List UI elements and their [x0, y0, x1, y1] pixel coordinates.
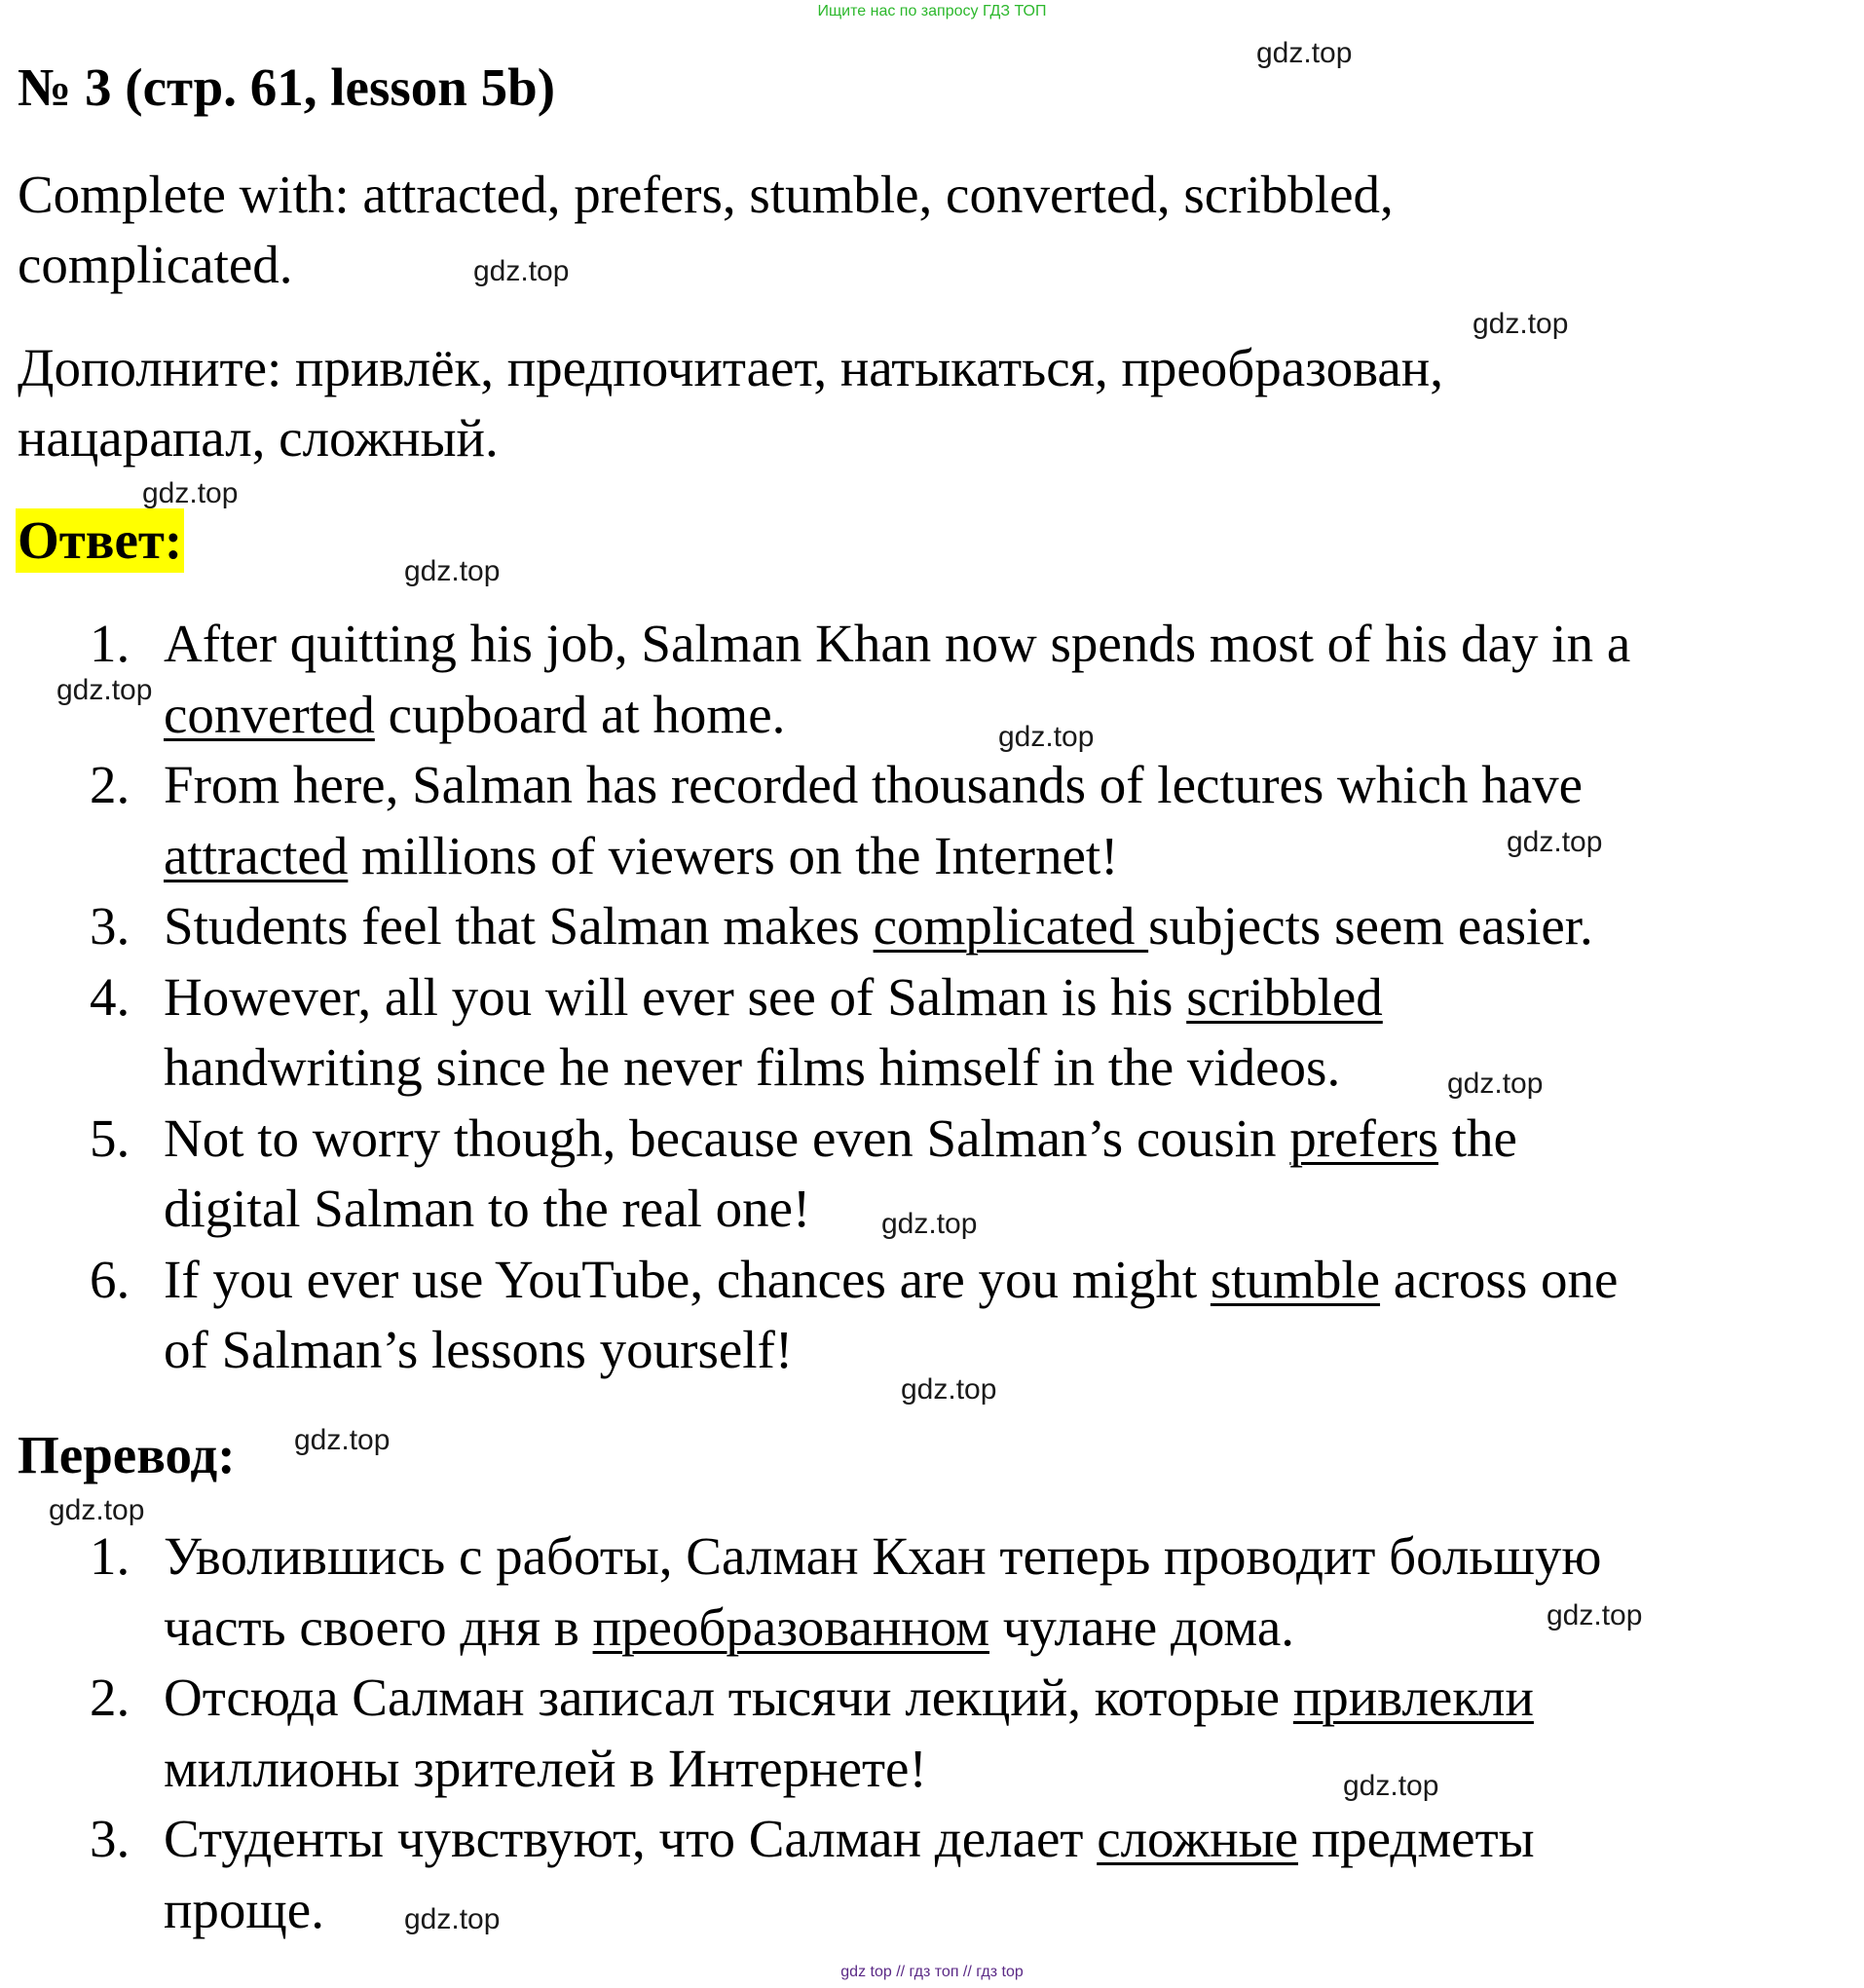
translation-text: часть своего дня в [164, 1596, 593, 1657]
answer-line: digital Salman to the real one! [164, 1179, 811, 1238]
answer-text: However, all you will ever see of Salman is his [164, 966, 1187, 1027]
watermark: gdz.top [49, 1494, 145, 1526]
watermark: gdz.top [1507, 826, 1603, 858]
answer-item [0, 962, 1630, 1104]
watermark: gdz.top [1256, 37, 1353, 69]
watermark: gdz.top [404, 1903, 501, 1935]
item-number: 1. [90, 1526, 130, 1586]
task-instructions-english [18, 160, 1394, 300]
answer-item [0, 609, 1630, 750]
answer-text: cupboard at home. [374, 684, 786, 744]
task-instructions-russian [18, 333, 1443, 473]
translation-line: миллионы зрителей в Интернете! [164, 1738, 927, 1798]
footer-links[interactable]: gdz top // гдз топ // гдз top [840, 1964, 1024, 1980]
translation-line [164, 1663, 1601, 1734]
answer-text: Not to worry though, because even Salman’s cousin [164, 1107, 1290, 1168]
translation-item [0, 1521, 1601, 1663]
item-number: 3. [90, 1809, 130, 1868]
item-number: 2. [90, 1668, 130, 1727]
watermark: gdz.top [56, 674, 153, 706]
watermark: gdz.top [881, 1208, 978, 1240]
watermark: gdz.top [1343, 1770, 1439, 1802]
watermark: gdz.top [901, 1373, 997, 1406]
answer-text: millions of viewers on the Internet! [348, 825, 1119, 885]
item-number: 2. [90, 755, 130, 814]
answer-line [164, 1245, 1630, 1316]
answer-word: attracted [164, 825, 349, 885]
watermark: gdz.top [294, 1424, 391, 1456]
translation-line [164, 1804, 1601, 1875]
answer-item [0, 750, 1630, 891]
top-banner[interactable]: Ищите нас по запросу ГДЗ ТОП [817, 3, 1047, 19]
translation-line: Уволившись с работы, Салман Кхан теперь проводит большую [164, 1526, 1602, 1586]
answer-text: the [1437, 1107, 1517, 1168]
translation-item [0, 1804, 1601, 1945]
translation-heading: Перевод: [18, 1425, 236, 1484]
task-en-line-2: complicated. [18, 235, 293, 294]
answer-text: If you ever use YouTube, chances are you might [164, 1249, 1211, 1309]
translation-text: предметы [1298, 1809, 1535, 1868]
item-number: 4. [90, 966, 130, 1027]
answer-item [0, 1245, 1630, 1386]
watermark: gdz.top [998, 721, 1095, 753]
translation-line: проще. [164, 1879, 324, 1939]
exercise-title: № 3 (стр. 61, lesson 5b) [18, 57, 556, 117]
answer-line [164, 821, 1630, 892]
answer-line: handwriting since he never films himself in the videos. [164, 1037, 1341, 1097]
answers-list [0, 609, 1630, 1386]
task-en-line-1: Complete with: attracted, prefers, stumble, converted, scribbled, [18, 165, 1394, 224]
answer-line [164, 962, 1630, 1033]
answer-text: subjects seem easier. [1148, 896, 1593, 956]
watermark: gdz.top [473, 255, 570, 287]
translation-word: привлекли [1292, 1668, 1534, 1727]
translation-text: Отсюда Салман записал тысячи лекций, которые [164, 1668, 1293, 1727]
answer-line: of Salman’s lessons yourself! [164, 1320, 794, 1379]
translation-text: Студенты чувствуют, что Салман делает [164, 1809, 1098, 1868]
answer-line [164, 680, 1630, 751]
answer-word: complicated [873, 896, 1149, 956]
task-ru-line-2: нацарапал, сложный. [18, 408, 499, 468]
item-number: 1. [90, 614, 130, 673]
answer-word: stumble [1210, 1249, 1381, 1309]
answer-item [0, 891, 1630, 962]
watermark: gdz.top [1447, 1068, 1544, 1100]
item-number: 6. [90, 1249, 130, 1309]
answer-word: prefers [1289, 1107, 1438, 1168]
task-ru-line-1: Дополните: привлёк, предпочитает, натыкаться, преобразован, [18, 338, 1443, 397]
answer-text: Students feel that Salman makes [164, 896, 874, 956]
answer-line: From here, Salman has recorded thousands of lectures which have [164, 755, 1584, 814]
watermark: gdz.top [404, 555, 501, 587]
watermark: gdz.top [142, 477, 239, 509]
translation-word: преобразованном [592, 1596, 990, 1657]
answer-text: across one [1380, 1249, 1619, 1309]
item-number: 5. [90, 1107, 130, 1168]
answer-item [0, 1104, 1630, 1245]
answer-word: converted [164, 684, 375, 744]
answer-line [164, 891, 1630, 962]
answer-heading: Ответ: [16, 508, 184, 573]
translation-text: чулане дома. [989, 1596, 1294, 1657]
answer-line [164, 1104, 1630, 1175]
translation-list [0, 1521, 1601, 1945]
translation-word: сложные [1097, 1809, 1298, 1868]
answer-line: After quitting his job, Salman Khan now spends most of his day in a [164, 614, 1631, 673]
item-number: 3. [90, 896, 130, 956]
translation-line [164, 1593, 1601, 1664]
watermark: gdz.top [1473, 308, 1569, 340]
answer-word: scribbled [1186, 966, 1383, 1027]
watermark: gdz.top [1547, 1599, 1643, 1632]
